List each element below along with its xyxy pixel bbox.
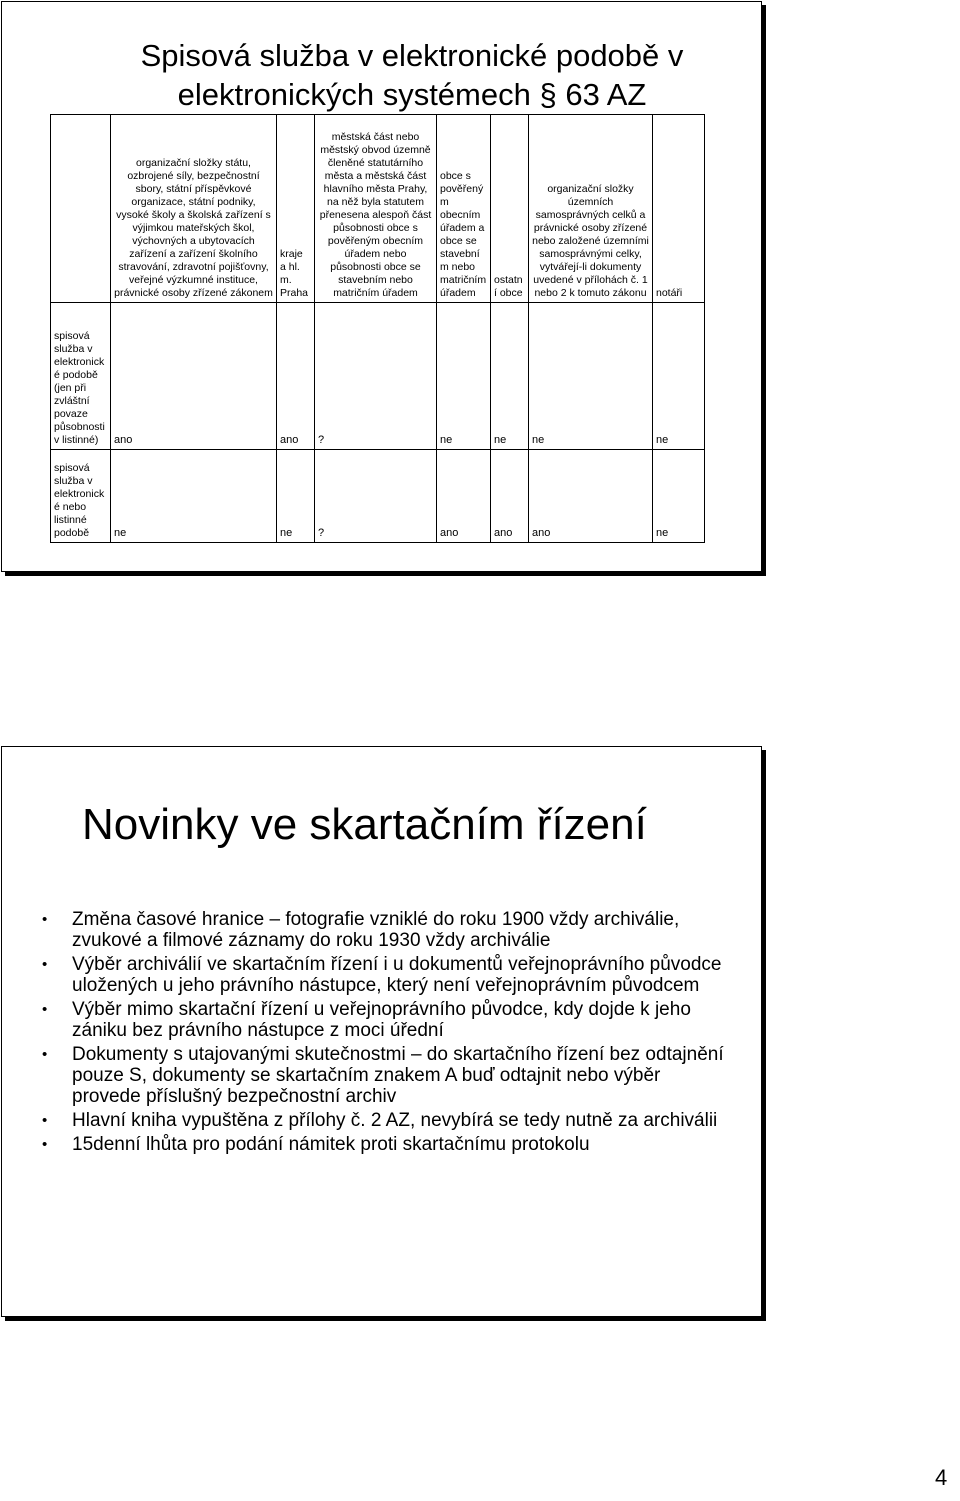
table-cell: ne [653,450,705,543]
table-cell: ne [653,303,705,450]
list-item [42,954,732,996]
header-cell-notari: notáři [653,115,705,303]
table-cell: ano [529,450,653,543]
bullet-list [42,909,732,1158]
slide-1-title: Spisová služba v elektronické podobě v elektronických systémech § 63 AZ [140,38,684,112]
list-item-text: 15denní lhůta pro podání námitek proti skartačnímu protokolu [72,1134,590,1155]
table-row [51,450,705,543]
bullet-icon: • [42,1136,48,1153]
list-item [42,1110,732,1131]
bullet-icon: • [42,1001,48,1018]
list-item-text: Výběr archiválií ve skartačním řízení i u dokumentů veřejnoprávního původce uložených u jeho právního nástupce, který není veřejnoprávním původcem [72,954,722,996]
list-item [42,999,732,1041]
table-cell: ne [277,450,315,543]
header-cell-empty [51,115,111,303]
table-cell: ano [491,450,529,543]
header-cell-obce-s-poverenym: obce s pověřeným obecním úřadem a obce se stavebním nebo matričním úřadem [437,115,491,303]
list-item-text: Dokumenty s utajovanými skutečnostmi – do skartačního řízení bez odtajnění pouze S, dokumenty se skartačním znakem A buď odtajnit nebo výběr provede příslušný bezpečnostní archiv [72,1044,724,1107]
table-cell: ne [111,450,277,543]
table-cell: ano [111,303,277,450]
slide-1 [1,1,762,572]
header-cell-mestska-cast: městská část nebo městský obvod územně členěné statutárního města a městská část hlavního města Prahy, na něž byla statutem přenesena alespoň část působnosti obce s pověřeným obecním úřadem nebo působnosti obce se stavebním nebo matričním úřadem [315,115,437,303]
list-item [42,909,732,951]
page-number: 4 [935,1465,948,1490]
row-label: spisová služba v elektronické podobě (jen při zvláštní povaze působnosti v listinné) [51,303,111,450]
header-cell-ostatni-obce: ostatní obce [491,115,529,303]
table-header-row [51,115,705,303]
row-label: spisová služba v elektronické nebo listinné podobě [51,450,111,543]
list-item-text: Výběr mimo skartační řízení u veřejnoprávního původce, kdy dojde k jeho zániku bez právního nástupce z moci úřední [72,999,691,1041]
slide-2-title: Novinky ve skartačním řízení [82,800,647,849]
table-cell: ne [437,303,491,450]
bullet-icon: • [42,1112,48,1129]
table-cell: ? [315,450,437,543]
list-item-text: Hlavní kniha vypuštěna z přílohy č. 2 AZ, nevybírá se tedy nutně za archiválii [72,1110,718,1131]
table-cell: ano [437,450,491,543]
table-cell: ne [491,303,529,450]
slide-2 [1,746,762,1317]
table-cell: ne [529,303,653,450]
list-item-text: Změna časové hranice – fotografie vzniklé do roku 1900 vždy archiválie, zvukové a filmové záznamy do roku 1930 vždy archiválie [72,909,680,951]
header-cell-kraje: kraje a hl. m. Praha [277,115,315,303]
table-row [51,303,705,450]
list-item [42,1044,732,1107]
bullet-icon: • [42,956,48,973]
bullet-icon: • [42,911,48,928]
table-cell: ano [277,303,315,450]
list-item [42,1134,732,1155]
table-cell: ? [315,303,437,450]
header-cell-organizacni-slozky-statu: organizační složky státu, ozbrojené síly, bezpečnostní sbory, státní příspěvkové organizace, státní podniky, vysoké školy a školská zařízení s výjimkou mateřských škol, výchovných a ubytovacích zařízení a zařízení školního stravování, zdravotní pojišťovny, veřejné výzkumné instituce, právnické osoby zřízené zákonem [111,115,277,303]
bullet-icon: • [42,1046,48,1063]
spisova-sluzba-table [50,114,705,543]
header-cell-organizacni-slozky-usc: organizační složky územních samosprávných celků a právnické osoby zřízené nebo založené územními samosprávnými celky, vytvářejí-li dokumenty uvedené v přílohách č. 1 nebo 2 k tomuto zákonu [529,115,653,303]
